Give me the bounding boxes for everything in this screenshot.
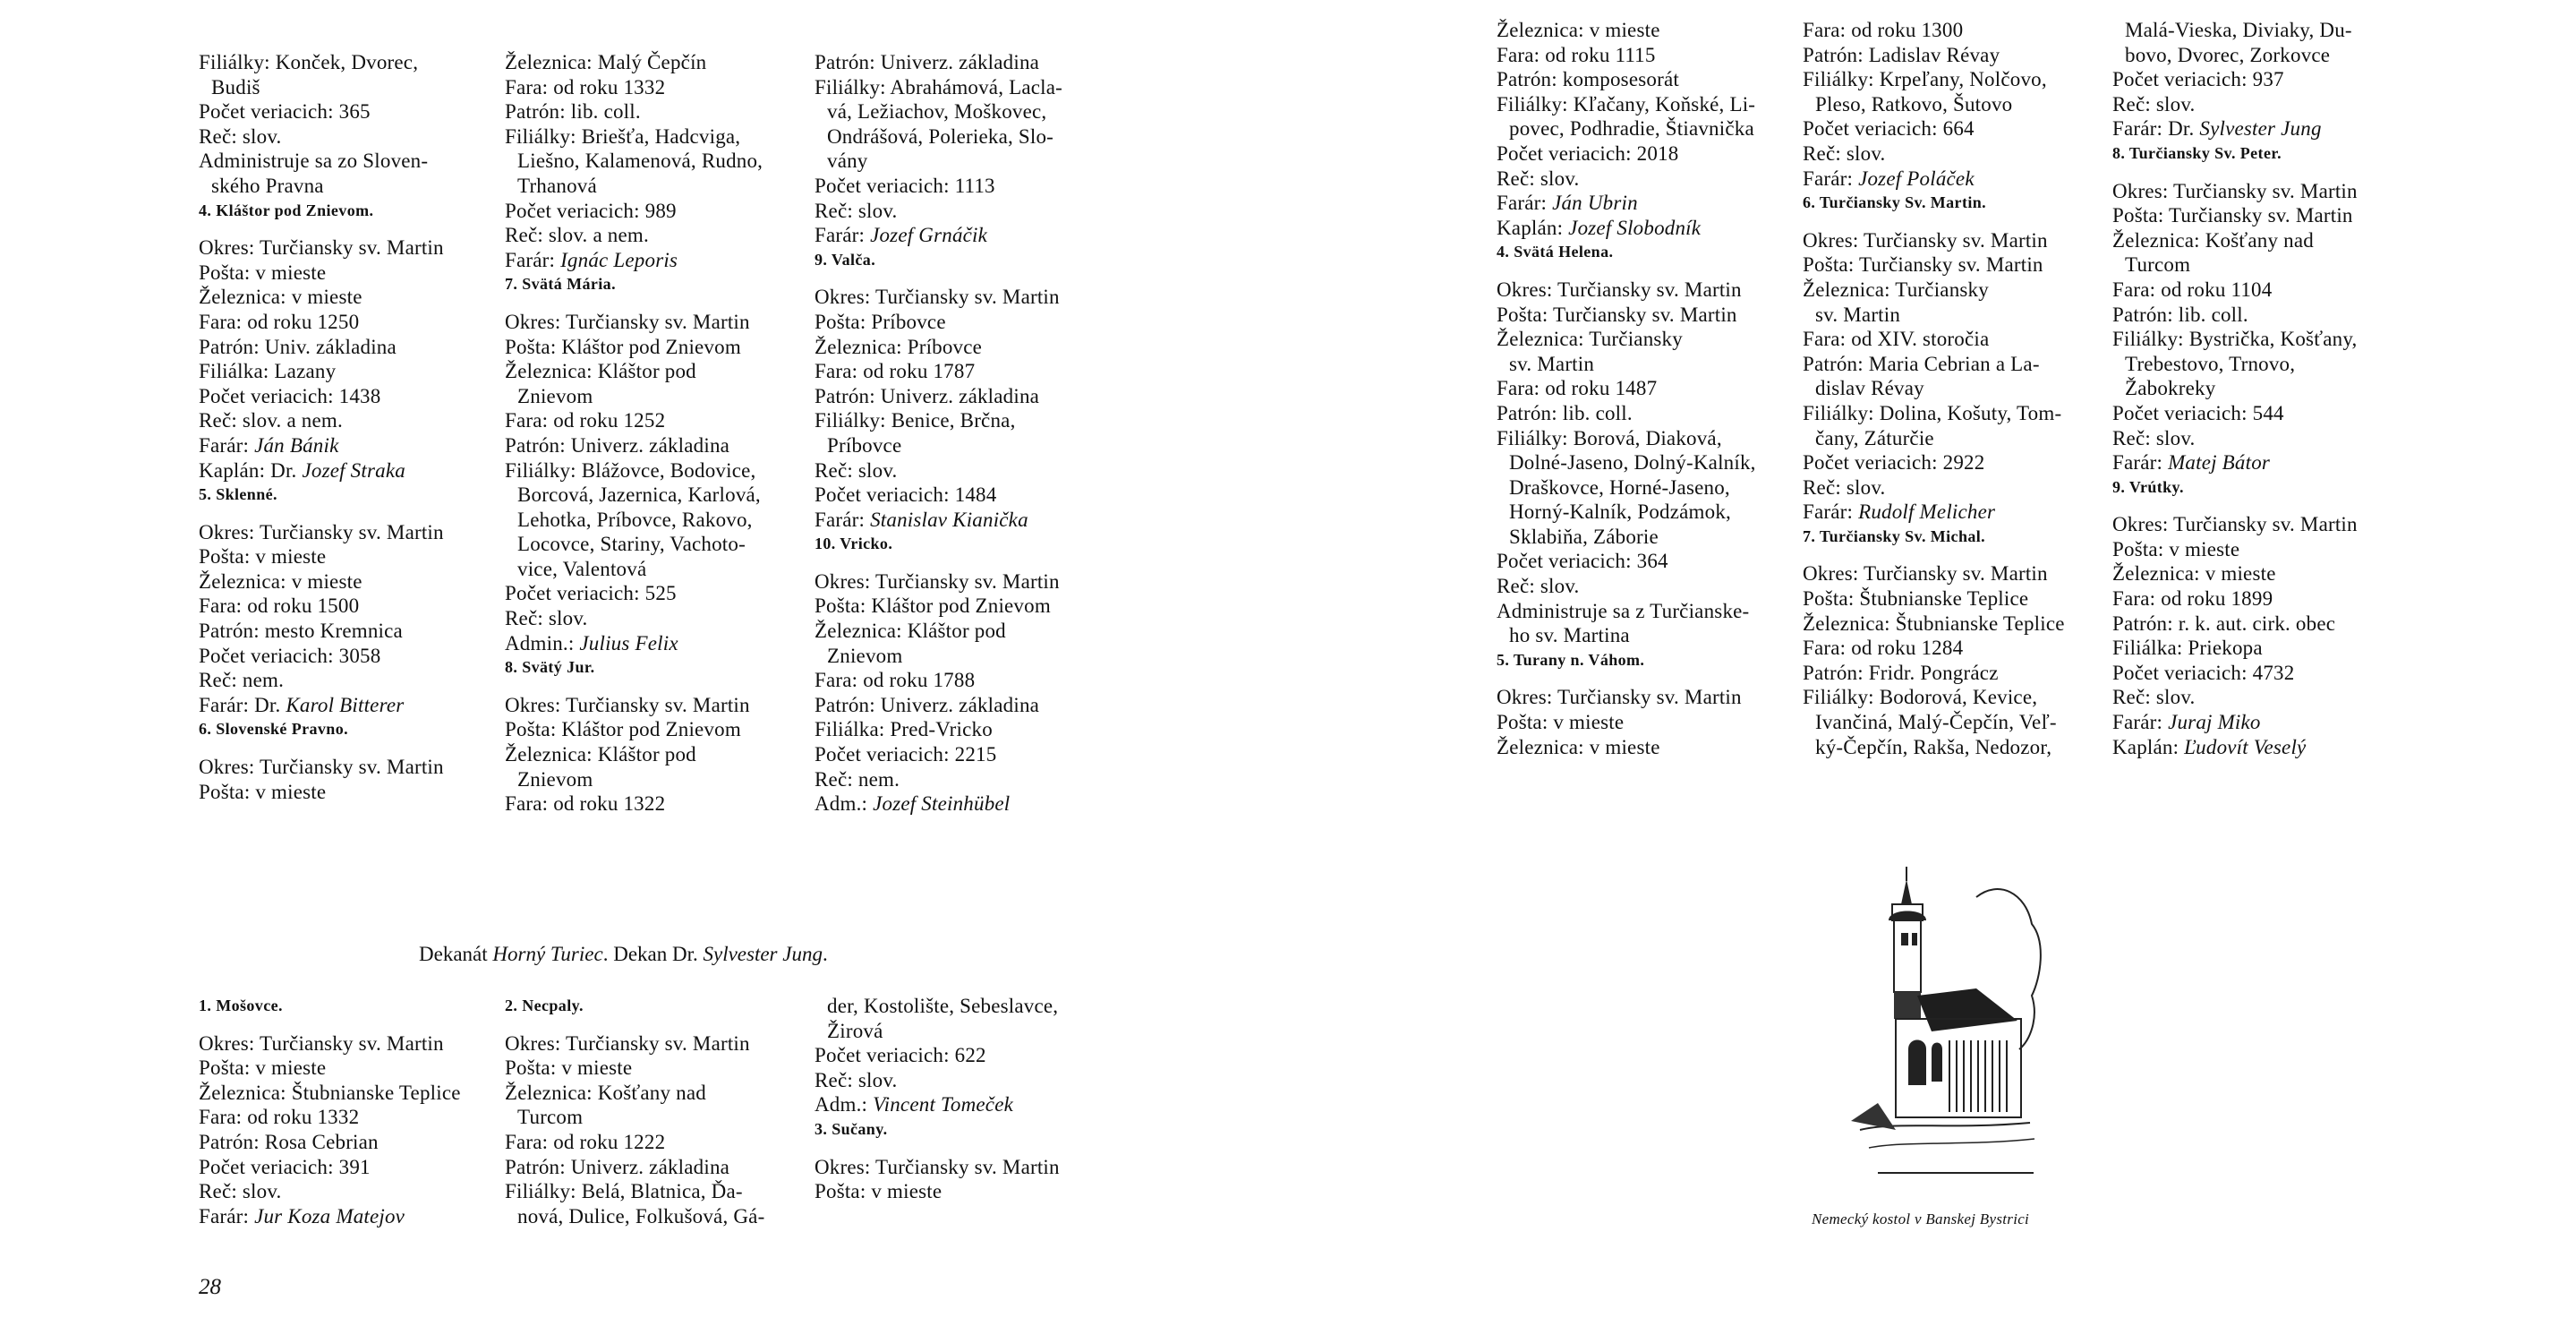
entry-line: Pošta: v mieste	[199, 545, 327, 569]
deanery-title: Dr.	[671, 943, 704, 965]
entry-line: Železnica: Príbovce	[815, 335, 983, 358]
parish-heading: 6. Turčiansky Sv. Martin.	[1803, 193, 1987, 212]
entry-line: Železnica: Turčiansky	[1803, 278, 1989, 301]
entry-line: Farár: Juraj Miko	[2112, 711, 2261, 734]
parish-heading: 5. Sklenné.	[199, 485, 277, 504]
person-name: Ján Bánik	[254, 433, 339, 457]
entry-line: Okres: Turčiansky sv. Martin	[505, 693, 750, 716]
entry-line: Filiálky: Abrahámová, Lacla-	[815, 75, 1063, 98]
entry-line: Patrón: Univerz. základina	[505, 433, 730, 457]
person-name: Stanislav Kianička	[870, 508, 1028, 531]
parish-entry	[199, 50, 444, 199]
entry-line: Železnica: v mieste	[1497, 19, 1660, 41]
entry-line: Patrón: Rosa Cebrian	[199, 1130, 379, 1153]
entry-line: Fara: od roku 1500	[199, 595, 360, 618]
entry-line: Počet veriacich: 2215	[815, 743, 997, 766]
entry-line: Pleso, Ratkovo, Šutovo	[1815, 92, 2013, 115]
entry-line: Farár: Jozef Poláček	[1803, 167, 1975, 190]
entry-line: Okres: Turčiansky sv. Martin	[199, 236, 444, 260]
entry-line: Reč: slov.	[2112, 686, 2196, 709]
entry-line: Železnica: Košťany nad	[2112, 228, 2314, 252]
entry-line: Administruje sa z Turčianske-	[1497, 599, 1750, 622]
parish-entry	[815, 50, 1062, 248]
entry-line: Reč: slov.	[505, 607, 588, 630]
entry-line: Okres: Turčiansky sv. Martin	[199, 1031, 444, 1055]
entry-line: Filiálky: Benice, Brčna,	[815, 409, 1016, 432]
entry-line: sv. Martin	[1509, 352, 1595, 375]
entry-line: Železnica: Štubnianske Teplice	[1803, 612, 2065, 635]
right-col-2	[1803, 18, 2065, 759]
entry-line: Železnica: v mieste	[199, 569, 363, 593]
entry-line: Farár: Dr. Karol Bitterer	[199, 693, 405, 716]
entry-line: Pošta: v mieste	[2112, 537, 2240, 560]
person-name: Juraj Miko	[2168, 711, 2261, 734]
entry-line: Okres: Turčiansky sv. Martin	[1803, 562, 2048, 586]
entry-line: Železnica: Štubnianske Teplice	[199, 1081, 461, 1104]
parish-entry	[2112, 475, 2358, 760]
entry-line: Patrón: Univerz. základina	[815, 384, 1040, 407]
entry-line: Reč: slov.	[1497, 167, 1580, 190]
entry-line: Reč: slov.	[815, 199, 898, 222]
entry-line: Železnica: v mieste	[2112, 562, 2276, 586]
entry-line: Patrón: Univerz. základina	[505, 1155, 730, 1178]
entry-line: Reč: slov.	[1803, 475, 1886, 499]
parish-entry	[1803, 525, 2065, 759]
entry-line: Okres: Turčiansky sv. Martin	[199, 520, 444, 543]
parish-entry	[505, 272, 763, 655]
parish-heading: 9. Vrútky.	[2112, 477, 2184, 496]
entry-line: Fara: od roku 1300	[1803, 19, 1964, 41]
entry-line: Farár: Jozef Grnáčik	[815, 224, 988, 247]
right-col-3	[2112, 18, 2358, 759]
parish-entry	[1497, 240, 1756, 648]
parish-entry	[1803, 18, 2065, 191]
deanery-heading	[419, 942, 828, 967]
person-name: Jozef Poláček	[1858, 167, 1975, 190]
entry-line: Fara: od roku 1788	[815, 669, 976, 692]
person-name: Jozef Straka	[302, 458, 405, 482]
entry-line: Žabokreky	[2125, 377, 2216, 400]
entry-line: Filiálky: Briešťa, Hadcviga,	[505, 124, 741, 148]
person-name: Jur Koza Matejov	[254, 1204, 405, 1228]
entry-line: Farár: Jur Koza Matejov	[199, 1204, 405, 1228]
parish-heading: 10. Vricko.	[815, 535, 893, 553]
entry-line: Železnica: Košťany nad	[505, 1081, 706, 1104]
entry-line: Železnica: Malý Čepčín	[505, 51, 707, 73]
entry-line: Lehotka, Príbovce, Rakovo,	[517, 508, 753, 531]
entry-line: Patrón: Univerz. základina	[815, 693, 1040, 716]
parish-heading: 6. Slovenské Pravno.	[199, 720, 349, 739]
person-name: Rudolf Melicher	[1858, 500, 1996, 524]
entry-line: Pošta: Kláštor pod Znievom	[815, 595, 1051, 618]
parish-entry	[2112, 141, 2358, 475]
person-name: Jozef Slobodník	[1568, 216, 1702, 239]
entry-line: Počet veriacich: 1438	[199, 384, 381, 407]
entry-line: Pošta: Kláštor pod Znievom	[505, 718, 741, 741]
entry-line: Dolné-Jaseno, Dolný-Kalník,	[1509, 451, 1756, 475]
right-col-1	[1497, 18, 1756, 759]
parish-heading: 2. Necpaly.	[505, 997, 584, 1014]
entry-line: vice, Valentová	[517, 557, 647, 580]
entry-line: Filiálky: Bystrička, Košťany,	[2112, 328, 2358, 351]
entry-line: Počet veriacich: 3058	[199, 644, 381, 667]
entry-line: Pošta: v mieste	[1497, 711, 1625, 734]
entry-line: Fara: od roku 1222	[505, 1130, 666, 1153]
entry-line: ského Pravna	[211, 174, 324, 197]
entry-line: Počet veriacich: 391	[199, 1155, 371, 1178]
parish-entry	[815, 1117, 1060, 1204]
entry-line: Počet veriacich: 364	[1497, 550, 1668, 573]
entry-line: Liešno, Kalamenová, Rudno,	[517, 150, 763, 173]
entry-line: Farár: Matej Bátor	[2112, 451, 2271, 475]
entry-line: Fara: od roku 1284	[1803, 637, 1964, 660]
parish-entry	[815, 532, 1062, 817]
parish-heading: 3. Sučany.	[815, 1119, 888, 1138]
entry-line: Počet veriacich: 365	[199, 100, 371, 124]
entry-line: vány	[827, 150, 868, 173]
entry-line: Fara: od roku 1787	[815, 360, 976, 383]
left-bottom-col-3	[815, 994, 1060, 1204]
entry-line: Reč: nem.	[199, 669, 285, 692]
entry-line: Filiálky: Krpeľany, Nolčovo,	[1803, 68, 2047, 91]
entry-line: Adm.: Jozef Steinhübel	[815, 792, 1011, 816]
entry-line: Pošta: v mieste	[505, 1056, 633, 1080]
parish-entry	[505, 994, 764, 1228]
entry-line: der, Kostolište, Sebeslavce,	[827, 995, 1059, 1017]
entry-line: Počet veriacich: 544	[2112, 401, 2284, 424]
entry-line: Patrón: Maria Cebrian a La-	[1803, 352, 2040, 375]
entry-line: Okres: Turčiansky sv. Martin	[505, 310, 750, 333]
parish-heading: 7. Turčiansky Sv. Michal.	[1803, 526, 1986, 545]
parish-heading: 1. Mošovce.	[199, 997, 283, 1014]
parish-entry	[815, 994, 1060, 1117]
person-name: Jozef Grnáčik	[870, 224, 988, 247]
entry-line: Turcom	[2125, 253, 2191, 277]
entry-line: Pošta: v mieste	[199, 261, 327, 284]
left-bottom-col-2	[505, 994, 764, 1228]
entry-line: Patrón: Fridr. Pongrácz	[1803, 661, 1999, 684]
deanery-mid: . Dekan	[602, 943, 672, 965]
parish-heading: 9. Valča.	[815, 250, 876, 269]
entry-line: Filiálky: Konček, Dvorec,	[199, 51, 419, 73]
left-bottom-col-1	[199, 994, 461, 1228]
person-name: Sylvester Jung	[2199, 117, 2322, 141]
entry-line: Farár: Rudolf Melicher	[1803, 500, 1996, 524]
parish-heading: 5. Turany n. Váhom.	[1497, 650, 1645, 669]
entry-line: Fara: od roku 1252	[505, 409, 666, 432]
illustration-caption: Nemecký kostol v Banskej Bystrici	[1812, 1210, 2030, 1228]
entry-line: Pošta: v mieste	[199, 780, 327, 803]
entry-line: Počet veriacich: 664	[1803, 117, 1975, 141]
entry-line: Farár: Stanislav Kianička	[815, 508, 1028, 531]
entry-line: Počet veriacich: 1484	[815, 483, 997, 507]
entry-line: Pošta: v mieste	[199, 1056, 327, 1080]
entry-line: Fara: od roku 1115	[1497, 43, 1656, 66]
parish-entry	[505, 50, 763, 272]
entry-line: Počet veriacich: 622	[815, 1044, 986, 1067]
entry-line: Okres: Turčiansky sv. Martin	[2112, 179, 2358, 202]
person-name: Vincent Tomeček	[873, 1093, 1014, 1116]
entry-line: Reč: slov.	[2112, 92, 2196, 115]
entry-line: Admin.: Julius Felix	[505, 631, 678, 654]
entry-line: Pošta: v mieste	[815, 1180, 943, 1203]
entry-line: Patrón: lib. coll.	[505, 100, 641, 124]
entry-line: Patrón: Univ. základina	[199, 335, 397, 358]
entry-line: Reč: nem.	[815, 767, 900, 791]
entry-line: Počet veriacich: 2018	[1497, 141, 1679, 165]
entry-line: Pošta: Turčiansky sv. Martin	[2112, 204, 2353, 227]
entry-line: Pošta: Turčiansky sv. Martin	[1497, 303, 1737, 326]
entry-line: Znievom	[517, 384, 593, 407]
parish-heading: 8. Svätý Jur.	[505, 658, 595, 677]
entry-line: Reč: slov.	[1803, 141, 1886, 165]
entry-line: Znievom	[827, 644, 903, 667]
parish-entry	[199, 483, 444, 717]
entry-line: Okres: Turčiansky sv. Martin	[1803, 228, 2048, 252]
entry-line: dislav Révay	[1815, 377, 1924, 400]
entry-line: Okres: Turčiansky sv. Martin	[505, 1031, 750, 1055]
left-col-3	[815, 50, 1062, 817]
entry-line: Patrón: r. k. aut. cirk. obec	[2112, 612, 2336, 635]
entry-line: Ondrášová, Polerieka, Slo-	[827, 124, 1054, 148]
entry-line: Pošta: Príbovce	[815, 310, 946, 333]
entry-line: Fara: od roku 1899	[2112, 587, 2273, 611]
entry-line: Trhanová	[517, 174, 597, 197]
parish-heading: 4. Svätá Helena.	[1497, 243, 1614, 261]
entry-line: Kaplán: Ľudovít Veselý	[2112, 735, 2307, 758]
person-name: Matej Bátor	[2168, 451, 2271, 475]
entry-line: Filiálka: Pred-Vricko	[815, 718, 993, 741]
entry-line: Reč: slov. a nem.	[199, 409, 343, 432]
person-name: Ján Ubrin	[1552, 192, 1638, 215]
entry-line: Železnica: v mieste	[199, 286, 363, 309]
entry-line: Reč: slov.	[199, 124, 282, 148]
entry-line: Fara: od roku 1487	[1497, 377, 1658, 400]
entry-line: Pošta: Kláštor pod Znievom	[505, 335, 741, 358]
entry-line: Filiálky: Bodorová, Kevice,	[1803, 686, 2038, 709]
entry-line: Filiálky: Belá, Blatnica, Ďa-	[505, 1180, 743, 1203]
entry-line: Fara: od XIV. storočia	[1803, 328, 1990, 351]
entry-line: Počet veriacich: 4732	[2112, 661, 2295, 684]
entry-line: Reč: slov. a nem.	[505, 224, 649, 247]
entry-line: Žirová	[827, 1019, 883, 1042]
entry-line: Fara: od roku 1322	[505, 792, 666, 816]
entry-line: Okres: Turčiansky sv. Martin	[815, 569, 1060, 593]
entry-line: Ivančiná, Malý-Čepčín, Veľ-	[1815, 711, 2057, 734]
entry-line: Filiálky: Kľačany, Koňské, Li-	[1497, 92, 1756, 115]
entry-line: Fara: od roku 1332	[505, 75, 666, 98]
parish-entry	[1497, 648, 1756, 759]
entry-line: Patrón: lib. coll.	[2112, 303, 2248, 326]
entry-line: Reč: slov.	[1497, 575, 1580, 598]
entry-line: Reč: slov.	[2112, 426, 2196, 449]
entry-line: Počet veriacich: 1113	[815, 174, 995, 197]
entry-line: Reč: slov.	[815, 458, 898, 482]
entry-line: Adm.: Vincent Tomeček	[815, 1093, 1014, 1116]
entry-line: nová, Dulice, Folkušová, Gá-	[517, 1204, 765, 1228]
entry-line: Železnica: Kláštor pod	[505, 743, 696, 766]
entry-line: Kaplán: Dr. Jozef Straka	[199, 458, 405, 482]
entry-line: Draškovce, Horné-Jaseno,	[1509, 475, 1730, 499]
entry-line: Kaplán: Jozef Slobodník	[1497, 216, 1702, 239]
entry-line: Okres: Turčiansky sv. Martin	[815, 286, 1060, 309]
entry-line: Počet veriacich: 989	[505, 199, 677, 222]
entry-line: Filiálky: Blážovce, Bodovice,	[505, 458, 756, 482]
entry-line: Patrón: Univerz. základina	[815, 51, 1040, 73]
entry-line: Filiálka: Priekopa	[2112, 637, 2263, 660]
parish-entry	[199, 199, 444, 483]
entry-line: Filiálky: Borová, Diaková,	[1497, 426, 1722, 449]
entry-line: Okres: Turčiansky sv. Martin	[2112, 513, 2358, 536]
person-name: Julius Felix	[579, 631, 678, 654]
deanery-prefix: Dekanát	[419, 943, 493, 965]
parish-heading: 4. Kláštor pod Znievom.	[199, 201, 374, 219]
entry-line: Železnica: Kláštor pod	[505, 360, 696, 383]
entry-line: Reč: slov.	[815, 1068, 898, 1091]
entry-line: Okres: Turčiansky sv. Martin	[1497, 686, 1742, 709]
parish-entry	[815, 248, 1062, 533]
entry-line: Filiálka: Lazany	[199, 360, 337, 383]
entry-line: Farár: Dr. Sylvester Jung	[2112, 117, 2322, 141]
person-name: Ignác Leporis	[560, 248, 678, 271]
entry-line: Trebestovo, Trnovo,	[2125, 352, 2296, 375]
entry-line: Fara: od roku 1332	[199, 1106, 360, 1129]
page-number: 28	[199, 1275, 221, 1299]
deanery-end: .	[822, 943, 828, 965]
entry-line: Budiš	[211, 75, 260, 98]
entry-line: Príbovce	[827, 433, 902, 457]
entry-line: bovo, Dvorec, Zorkovce	[2125, 43, 2331, 66]
church-illustration	[1842, 861, 2048, 1191]
parish-heading: 8. Turčiansky Sv. Peter.	[2112, 143, 2282, 162]
entry-line: Sklabiňa, Záborie	[1509, 525, 1659, 548]
entry-line: vá, Ležiachov, Moškovec,	[827, 100, 1047, 124]
person-name: Jozef Steinhübel	[873, 792, 1011, 816]
entry-line: Turcom	[517, 1106, 584, 1129]
entry-line: Patrón: lib. coll.	[1497, 401, 1633, 424]
entry-line: Železnica: Kláštor pod	[815, 620, 1006, 643]
entry-line: Horný-Kalník, Podzámok,	[1509, 500, 1731, 524]
entry-line: Okres: Turčiansky sv. Martin	[815, 1155, 1060, 1178]
person-name: Ľudovít Veselý	[2184, 735, 2307, 758]
entry-line: povec, Podhradie, Štiavnička	[1509, 117, 1754, 141]
entry-line: Počet veriacich: 2922	[1803, 451, 1985, 475]
entry-line: Pošta: Štubnianske Teplice	[1803, 587, 2029, 611]
parish-entry	[199, 717, 444, 804]
entry-line: Farár: Ján Bánik	[199, 433, 339, 457]
parish-heading: 7. Svätá Mária.	[505, 275, 616, 294]
entry-line: Locovce, Stariny, Vachoto-	[517, 533, 746, 556]
entry-line: Počet veriacich: 525	[505, 582, 677, 605]
entry-line: ký-Čepčín, Rakša, Nedozor,	[1815, 735, 2052, 758]
parish-entry	[1803, 191, 2065, 525]
deanery-dean: Sylvester Jung	[703, 943, 823, 965]
entry-line: Farár: Ignác Leporis	[505, 248, 678, 271]
entry-line: Borcová, Jazernica, Karlová,	[517, 483, 761, 507]
left-col-2	[505, 50, 763, 817]
entry-line: Znievom	[517, 767, 593, 791]
entry-line: Pošta: Turčiansky sv. Martin	[1803, 253, 2043, 277]
entry-line: sv. Martin	[1815, 303, 1901, 326]
parish-entry	[505, 655, 763, 817]
entry-line: Patrón: Ladislav Révay	[1803, 43, 2000, 66]
left-col-1	[199, 50, 444, 804]
entry-line: Fara: od roku 1250	[199, 310, 360, 333]
entry-line: Železnica: v mieste	[1497, 735, 1660, 758]
entry-line: Patrón: komposesorát	[1497, 68, 1679, 91]
entry-line: ho sv. Martina	[1509, 624, 1630, 647]
entry-line: Farár: Ján Ubrin	[1497, 192, 1638, 215]
parish-entry	[199, 994, 461, 1228]
entry-line: Administruje sa zo Sloven-	[199, 150, 429, 173]
deanery-name: Horný Turiec	[492, 943, 603, 965]
entry-line: Okres: Turčiansky sv. Martin	[199, 756, 444, 779]
entry-line: Filiálky: Dolina, Košuty, Tom-	[1803, 401, 2062, 424]
entry-line: Železnica: Turčiansky	[1497, 328, 1683, 351]
person-name: Karol Bitterer	[286, 693, 405, 716]
parish-entry	[2112, 18, 2358, 141]
entry-line: Patrón: mesto Kremnica	[199, 620, 403, 643]
entry-line: Okres: Turčiansky sv. Martin	[1497, 278, 1742, 301]
entry-line: Fara: od roku 1104	[2112, 278, 2273, 301]
entry-line: Počet veriacich: 937	[2112, 68, 2284, 91]
entry-line: Malá-Vieska, Diviaky, Du-	[2125, 19, 2352, 41]
entry-line: Reč: slov.	[199, 1180, 282, 1203]
entry-line: čany, Záturčie	[1815, 426, 1934, 449]
parish-entry	[1497, 18, 1756, 240]
